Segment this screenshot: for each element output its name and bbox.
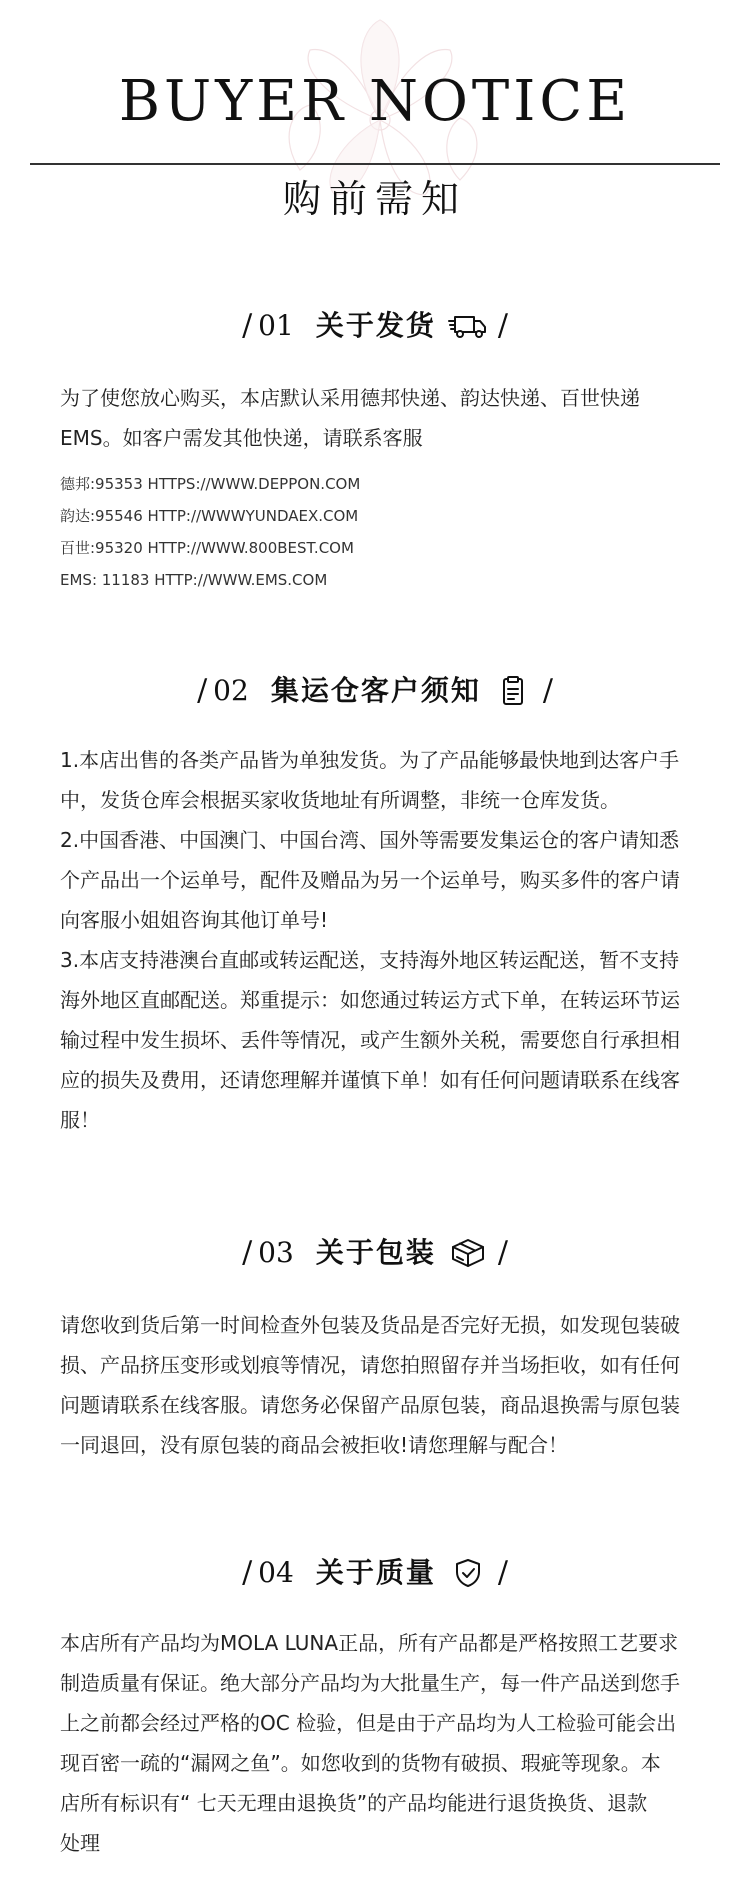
paragraph-line: 上之前都会经过严格的OC 检验，但是由于产品均为人工检验可能会出: [60, 1711, 677, 1735]
heading-slash: /: [542, 673, 553, 708]
section-title: 关于质量: [315, 1556, 436, 1589]
paragraph-line: 2.中国香港、中国澳门、中国台湾、国外等需要发集运仓的客户请知悉: [60, 828, 680, 852]
paragraph-line: 中，发货仓库会根据买家收货地址有所调整，非统一仓库发货。: [60, 788, 620, 812]
paragraph-line: EMS。如客户需发其他快递，请联系客服: [60, 426, 423, 450]
courier-item: 百世:95320 HTTP://WWW.800BEST.COM: [60, 539, 354, 557]
paragraph-line: 店所有标识有“ 七天无理由退换货”的产品均能进行退货换货、退款: [60, 1791, 648, 1815]
heading-slash: /: [242, 308, 253, 343]
clipboard-icon: [493, 675, 533, 707]
paragraph-line: 本店所有产品均为MOLA LUNA正品，所有产品都是严格按照工艺要求: [60, 1631, 679, 1655]
heading-slash: /: [497, 1555, 508, 1590]
courier-item: 德邦:95353 HTTPS://WWW.DEPPON.COM: [60, 475, 361, 493]
title-divider: [30, 163, 720, 165]
paragraph-line: 服！: [60, 1108, 100, 1132]
delivery-truck-icon: [448, 310, 488, 342]
paragraph-line: 输过程中发生损坏、丢件等情况，或产生额外关税，需要您自行承担相: [60, 1028, 680, 1052]
shield-check-icon: [448, 1557, 488, 1589]
courier-list: [60, 468, 700, 596]
section-title: 关于发货: [315, 309, 436, 342]
section-heading-01: [0, 310, 750, 342]
section-title: 关于包装: [315, 1236, 436, 1269]
page-title-en: BUYER NOTICE: [118, 69, 632, 134]
section-title: 集运仓客户须知: [270, 674, 481, 707]
paragraph-line: 海外地区直邮配送。郑重提示：如您通过转运方式下单，在转运环节运: [60, 988, 680, 1012]
header: [0, 0, 750, 250]
section-number: 01: [258, 309, 294, 342]
paragraph-line: 一同退回，没有原包装的商品会被拒收!请您理解与配合！: [60, 1433, 569, 1457]
paragraph-line: 个产品出一个运单号，配件及赠品为另一个运单号，购买多件的客户请: [60, 868, 680, 892]
paragraph-line: 问题请联系在线客服。请您务必保留产品原包装，商品退换需与原包装: [60, 1393, 680, 1417]
paragraph-line: 应的损失及费用，还请您理解并谨慎下单！如有任何问题请联系在线客: [60, 1068, 680, 1092]
paragraph-line: 制造质量有保证。绝大部分产品均为大批量生产，每一件产品送到您手: [60, 1671, 680, 1695]
section-01-body: [60, 378, 700, 458]
section-number: 02: [213, 674, 249, 707]
paragraph-line: 处理: [60, 1831, 100, 1855]
heading-slash: /: [497, 308, 508, 343]
paragraph-line: 向客服小姐姐咨询其他订单号!: [60, 908, 329, 932]
paragraph-line: 现百密一疏的“漏网之鱼”。如您收到的货物有破损、瑕疵等现象。本: [60, 1751, 661, 1775]
paragraph-line: 1.本店出售的各类产品皆为单独发货。为了产品能够最快地到达客户手: [60, 748, 680, 772]
section-number: 04: [258, 1556, 294, 1589]
courier-item: EMS: 11183 HTTP://WWW.EMS.COM: [60, 571, 328, 589]
section-heading-02: [0, 675, 750, 707]
heading-slash: /: [497, 1235, 508, 1270]
section-heading-03: [0, 1237, 750, 1269]
section-04-body: [60, 1623, 700, 1863]
heading-slash: /: [242, 1235, 253, 1270]
paragraph-line: 请您收到货后第一时间检查外包装及货品是否完好无损，如发现包装破: [60, 1313, 680, 1337]
heading-slash: /: [197, 673, 208, 708]
heading-slash: /: [242, 1555, 253, 1590]
section-02-body: [60, 740, 700, 1140]
section-03-body: [60, 1305, 700, 1465]
section-heading-04: [0, 1557, 750, 1589]
section-number: 03: [258, 1236, 294, 1269]
paragraph-line: 为了使您放心购买，本店默认采用德邦快递、韵达快递、百世快递: [60, 386, 640, 410]
courier-item: 韵达:95546 HTTP://WWWYUNDAEX.COM: [60, 507, 359, 525]
package-box-icon: [448, 1237, 488, 1269]
paragraph-line: 3.本店支持港澳台直邮或转运配送，支持海外地区转运配送，暂不支持: [60, 948, 680, 972]
page-title-cn: 购前需知: [282, 177, 467, 221]
paragraph-line: 损、产品挤压变形或划痕等情况，请您拍照留存并当场拒收，如有任何: [60, 1353, 680, 1377]
